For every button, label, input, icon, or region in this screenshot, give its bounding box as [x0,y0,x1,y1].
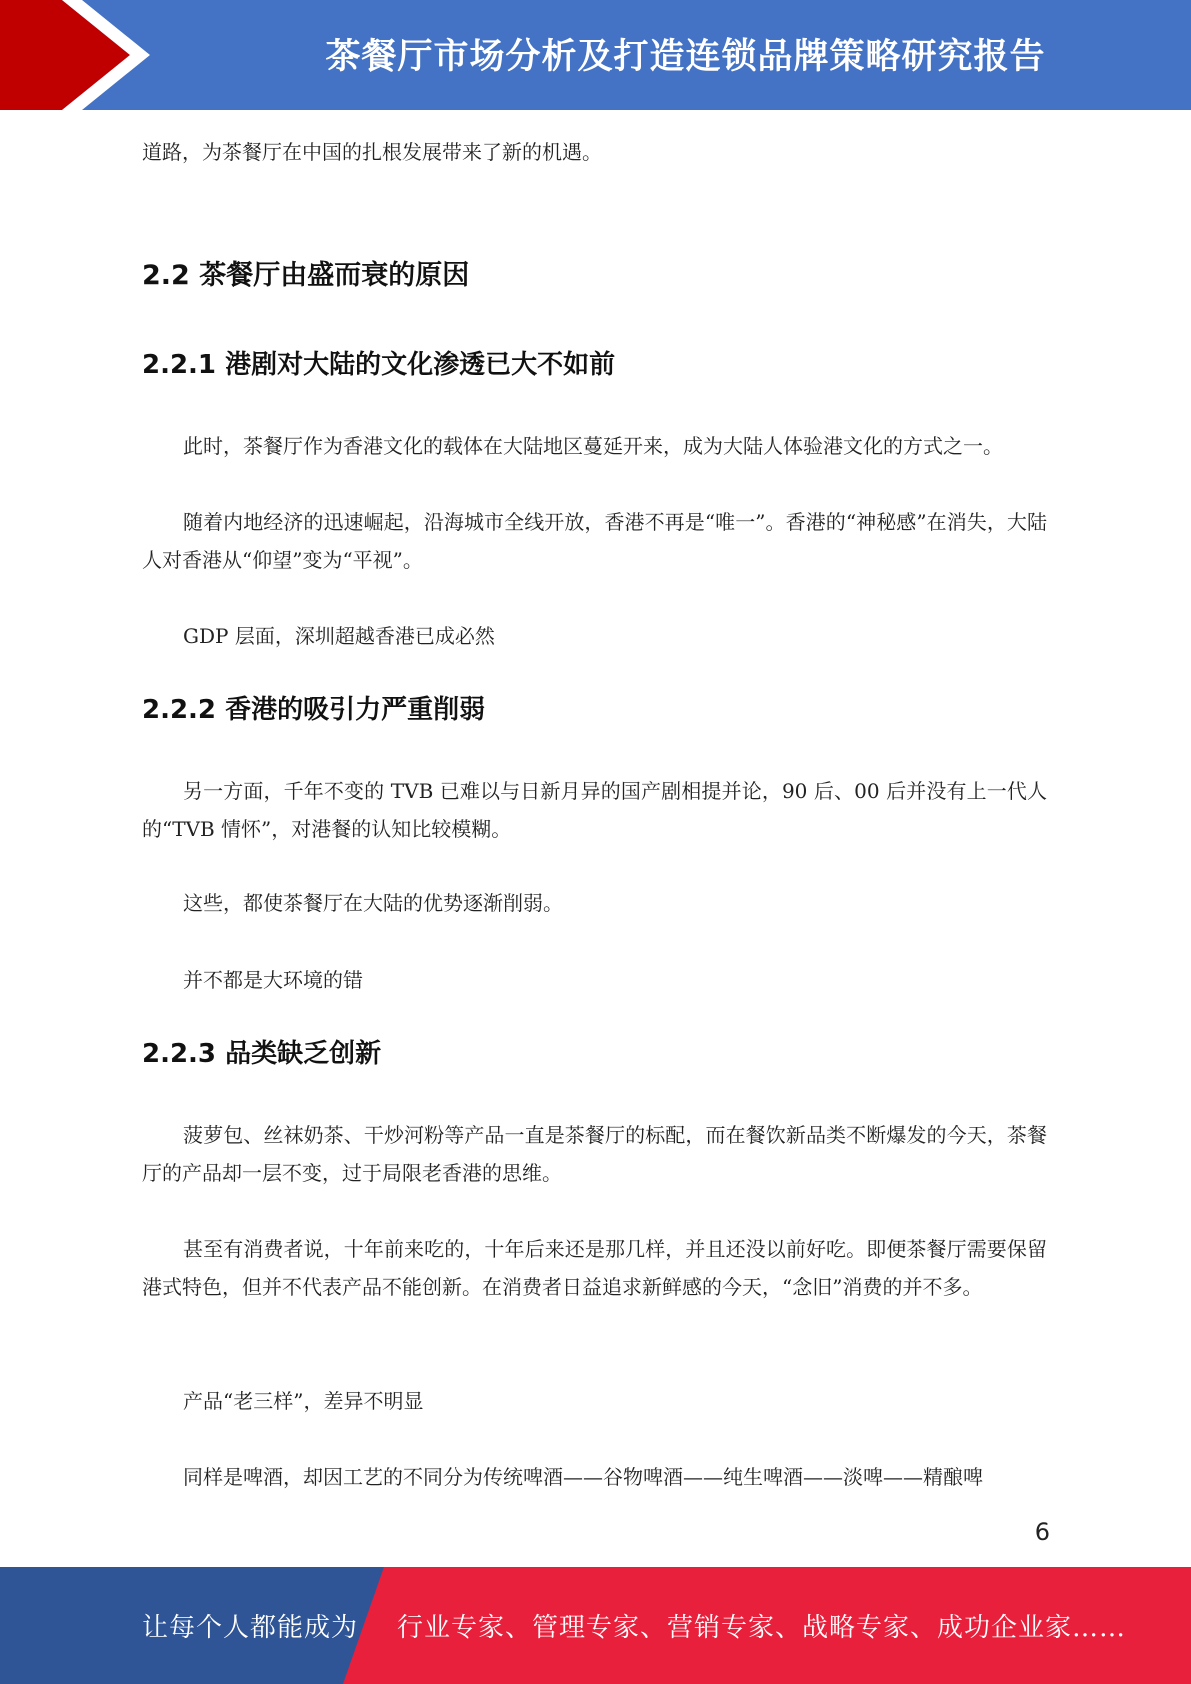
red-chevron [0,0,130,110]
page-number: 6 [1034,1518,1050,1546]
paragraph: 并不都是大环境的错 [183,968,363,992]
header-banner [0,0,1191,110]
paragraph: 甚至有消费者说，十年前来吃的，十年后来还是那几样，并且还没以前好吃。即便茶餐厅需要保留港式特色，但并不代表产品不能创新。在消费者日益追求新鲜感的今天，“念旧”消费的并不多。 [142,1237,1047,1299]
report-title: 茶餐厅市场分析及打造连锁品牌策略研究报告 [325,37,1046,77]
section-heading-2-2-3: 2.2.3 品类缺乏创新 [142,1039,382,1069]
paragraph: 此时，茶餐厅作为香港文化的载体在大陆地区蔓延开来，成为大陆人体验港文化的方式之一。 [183,434,1003,458]
footer-slogan-left: 让每个人都能成为 [142,1613,359,1643]
paragraph: 菠萝包、丝袜奶茶、干炒河粉等产品一直是茶餐厅的标配，而在餐饮新品类不断爆发的今天，茶餐厅的产品却一层不变，过于局限老香港的思维。 [142,1123,1047,1185]
paragraph: 随着内地经济的迅速崛起，沿海城市全线开放，香港不再是“唯一”。香港的“神秘感”在消失，大陆人对香港从“仰望”变为“平视”。 [142,510,1047,572]
header-chevron-decoration [0,0,200,110]
section-heading-2-2: 2.2 茶餐厅由盛而衰的原因 [142,260,470,291]
footer-banner [0,1567,1191,1684]
paragraph: 同样是啤酒，却因工艺的不同分为传统啤酒——谷物啤酒——纯生啤酒——淡啤——精酿啤 [183,1465,983,1489]
paragraph: 另一方面，千年不变的 TVB 已难以与日新月异的国产剧相提并论，90 后、00 后并没有上一代人的“TVB 情怀”，对港餐的认知比较模糊。 [142,779,1047,841]
paragraph: 产品“老三样”，差异不明显 [183,1389,424,1413]
paragraph: 这些，都使茶餐厅在大陆的优势逐渐削弱。 [183,891,563,915]
paragraph: GDP 层面，深圳超越香港已成必然 [183,624,495,648]
section-heading-2-2-2: 2.2.2 香港的吸引力严重削弱 [142,695,486,725]
section-heading-2-2-1: 2.2.1 港剧对大陆的文化渗透已大不如前 [142,350,616,380]
footer-slogan-right: 行业专家、管理专家、营销专家、战略专家、成功企业家…… [397,1613,1127,1643]
intro-continuation: 道路，为茶餐厅在中国的扎根发展带来了新的机遇。 [142,140,602,164]
